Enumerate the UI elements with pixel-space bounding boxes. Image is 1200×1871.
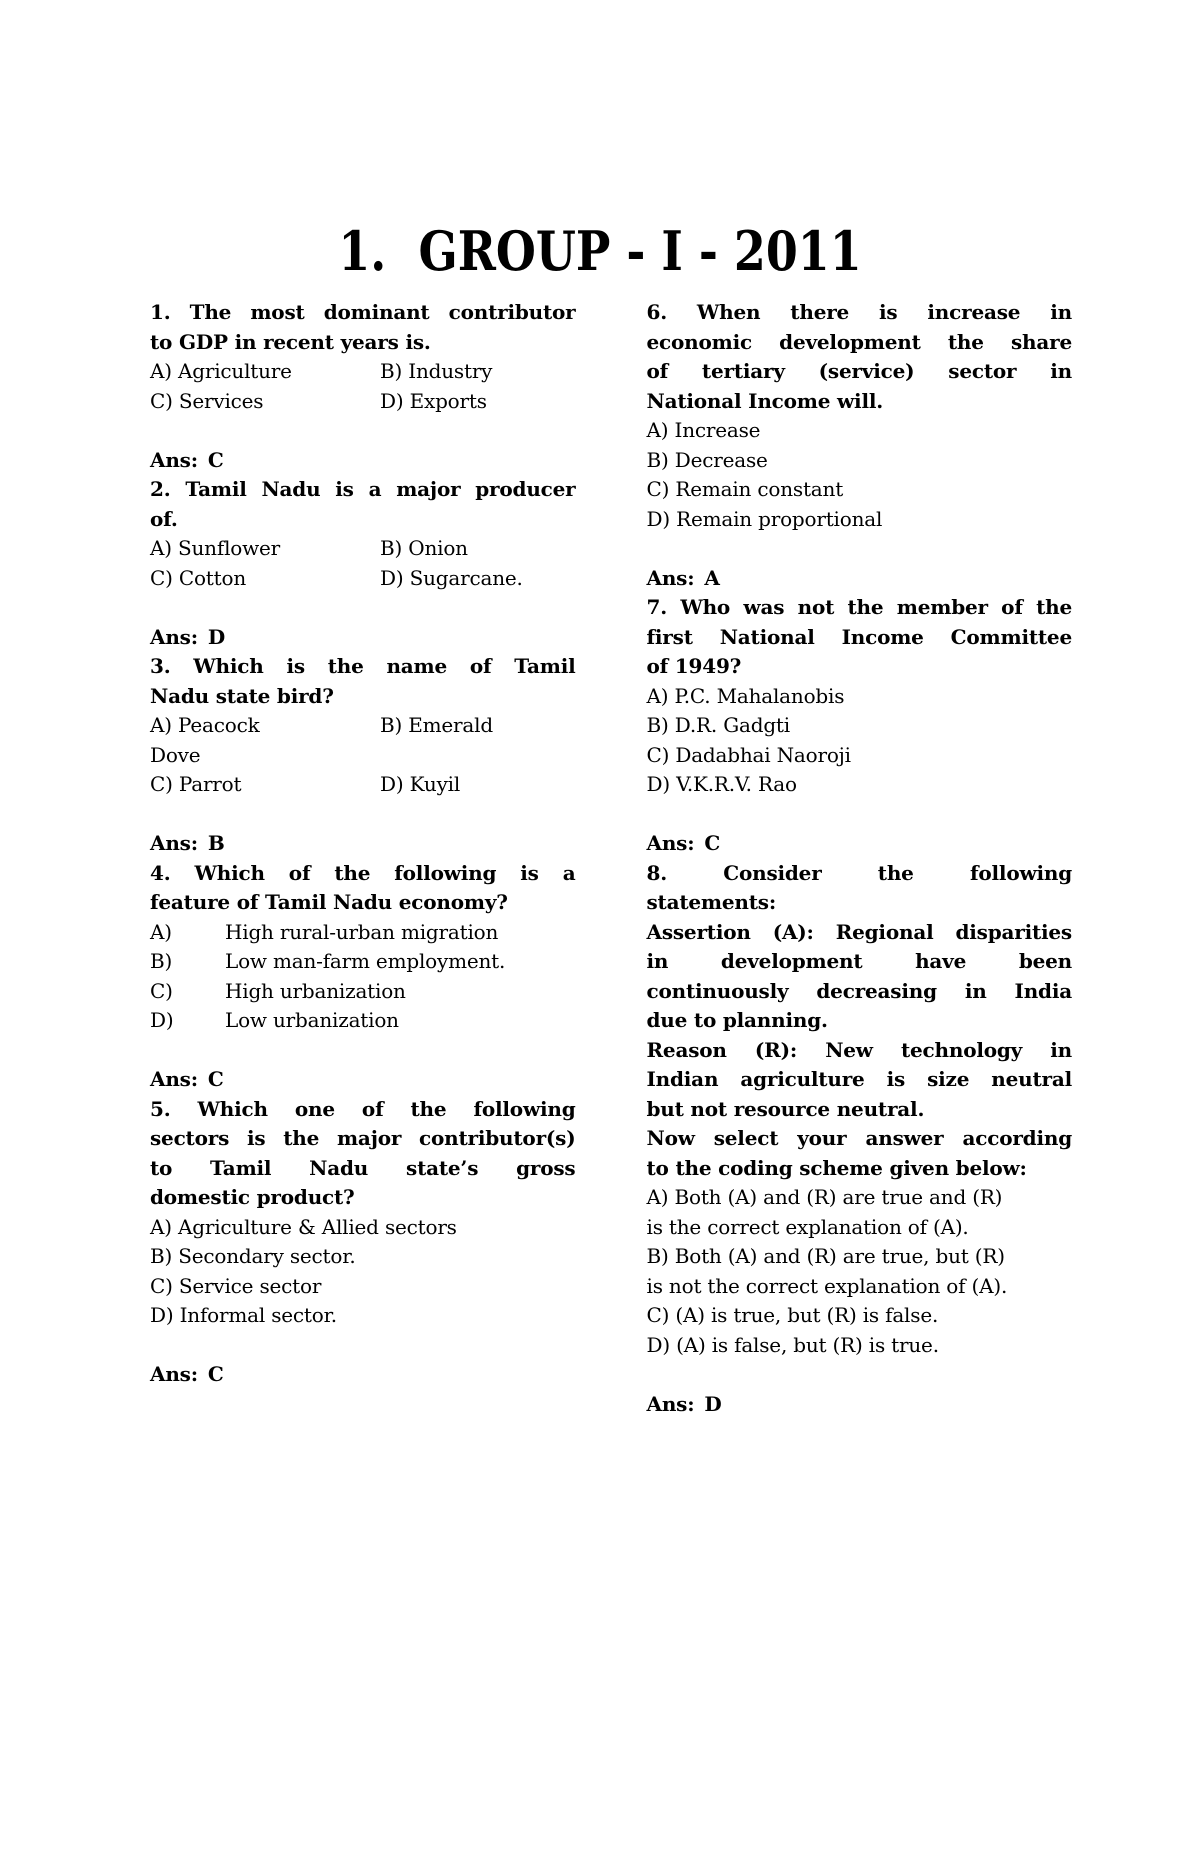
option-cell: A) Sunflower (150, 536, 281, 561)
question-block-3 (150, 652, 576, 859)
option-cell: D) Kuyil (380, 772, 461, 797)
option-cell: C) Parrot (150, 772, 242, 797)
question-text-line: 6. When there is increase in (646, 300, 1072, 325)
question-text-line: statements: (646, 890, 777, 915)
question-text-line: in development have been (646, 949, 1072, 974)
question-text-line: Nadu state bird? (150, 683, 334, 708)
question-text-line: 8. Consider the following (646, 860, 1072, 885)
answer-line (647, 564, 1073, 594)
question-text-line: domestic product? (150, 1185, 355, 1210)
option-row: D) V.K.R.V. Rao (646, 772, 797, 797)
option-cell: B) Onion (380, 536, 468, 561)
option-row (150, 770, 576, 800)
option-cell: Low urbanization (225, 1008, 399, 1033)
question-text-line: of tertiary (service) sector in (646, 359, 1072, 384)
option-row: A) Agriculture & Allied sectors (150, 1214, 457, 1239)
answer-line (150, 623, 576, 653)
questions-area (150, 298, 1072, 1419)
question-block-1 (150, 298, 576, 475)
option-cell: Low man-farm employment. (225, 949, 506, 974)
question-text-line: of. (150, 506, 178, 531)
option-row (150, 977, 576, 1007)
question-text-line: due to planning. (646, 1008, 828, 1033)
question-block-8 (647, 859, 1073, 1420)
question-block-7 (647, 593, 1073, 859)
option-row: C) Dadabhai Naoroji (646, 742, 851, 767)
answer-label: Ans: (150, 624, 198, 649)
answer-value: D (207, 624, 226, 649)
option-row: B) Both (A) and (R) are true, but (R) (646, 1244, 1005, 1269)
question-text-line: 3. Which is the name of Tamil (150, 654, 576, 679)
column-right (647, 298, 1073, 1419)
option-cell: C) Cotton (150, 565, 247, 590)
answer-value: D (704, 1391, 722, 1416)
answer-value: B (207, 831, 225, 856)
question-text-line: to the coding scheme given below: (646, 1155, 1027, 1180)
question-text-line: Indian agriculture is size neutral (646, 1067, 1072, 1092)
column-left (150, 298, 576, 1419)
answer-value: C (207, 447, 224, 472)
option-row: A) Both (A) and (R) are true and (R) (646, 1185, 1003, 1210)
title-text: GROUP - I - 2011 (418, 219, 862, 283)
option-cell: C) Services (150, 388, 264, 413)
option-cell: D) Sugarcane. (380, 565, 523, 590)
answer-line (150, 1065, 576, 1095)
option-row: is the correct explanation of (A). (646, 1214, 969, 1239)
option-row: B) Secondary sector. (150, 1244, 356, 1269)
option-row: A) P.C. Mahalanobis (646, 683, 845, 708)
option-cell: B) (150, 949, 173, 974)
option-cell: Dove (150, 742, 201, 767)
option-row: C) (A) is true, but (R) is false. (646, 1303, 939, 1328)
question-text-line: continuously decreasing in India (646, 978, 1072, 1003)
option-cell: D) (150, 1008, 174, 1033)
option-row: B) Decrease (646, 447, 768, 472)
answer-line (150, 446, 576, 476)
answer-value: C (207, 1362, 224, 1387)
question-block-6 (647, 298, 1073, 593)
option-cell: C) (150, 978, 173, 1003)
answer-value: C (207, 1067, 224, 1092)
question-block-5 (150, 1095, 576, 1390)
option-cell: A) (150, 919, 172, 944)
option-row (150, 564, 576, 594)
option-cell: A) Agriculture (150, 359, 292, 384)
option-row: B) D.R. Gadgti (646, 713, 790, 738)
question-text-line: 1. The most dominant contributor (150, 300, 576, 325)
answer-label: Ans: (646, 831, 695, 856)
option-cell (380, 741, 576, 771)
option-row (150, 1006, 576, 1036)
question-text-line: Now select your answer according (646, 1126, 1072, 1151)
answer-label: Ans: (150, 1067, 198, 1092)
answer-line (647, 829, 1073, 859)
answer-line (150, 829, 576, 859)
option-cell: B) Emerald (380, 713, 493, 738)
option-row: C) Remain constant (646, 477, 844, 502)
question-text-line: first National Income Committee (646, 624, 1072, 649)
question-text-line: feature of Tamil Nadu economy? (150, 890, 508, 915)
option-row: D) Remain proportional (646, 506, 883, 531)
question-text-line: to Tamil Nadu state’s gross (150, 1155, 576, 1180)
option-row (150, 741, 576, 771)
title-number: 1. (338, 219, 387, 283)
question-text-line: 2. Tamil Nadu is a major producer (150, 477, 576, 502)
question-text-line: 5. Which one of the following (150, 1096, 576, 1121)
option-cell: B) Industry (380, 359, 493, 384)
option-row: D) (A) is false, but (R) is true. (646, 1332, 939, 1357)
option-row: A) Increase (646, 418, 761, 443)
option-row (150, 357, 576, 387)
question-text-line: 7. Who was not the member of the (646, 595, 1072, 620)
option-row: C) Service sector (150, 1273, 322, 1298)
answer-label: Ans: (150, 1362, 198, 1387)
option-row (150, 387, 576, 417)
option-row: is not the correct explanation of (A). (646, 1273, 1008, 1298)
question-text-line: to GDP in recent years is. (150, 329, 431, 354)
question-text-line: Reason (R): New technology in (646, 1037, 1072, 1062)
question-text-line: of 1949? (646, 654, 742, 679)
option-cell: High rural-urban migration (225, 919, 499, 944)
option-cell: A) Peacock (150, 713, 260, 738)
answer-label: Ans: (646, 1391, 695, 1416)
answer-value: A (704, 565, 720, 590)
answer-label: Ans: (150, 831, 198, 856)
option-cell: D) Exports (380, 388, 487, 413)
question-text-line: Assertion (A): Regional disparities (646, 919, 1072, 944)
question-block-4 (150, 859, 576, 1095)
answer-line (150, 1360, 576, 1390)
question-text-line: sectors is the major contributor(s) (150, 1126, 576, 1151)
option-row (150, 711, 576, 741)
option-row: D) Informal sector. (150, 1303, 337, 1328)
question-block-2 (150, 475, 576, 652)
question-text-line: but not resource neutral. (646, 1096, 925, 1121)
question-text-line: economic development the share (646, 329, 1072, 354)
question-text-line: National Income will. (646, 388, 884, 413)
answer-value: C (704, 831, 721, 856)
answer-label: Ans: (646, 565, 695, 590)
option-row (150, 947, 576, 977)
option-row (150, 534, 576, 564)
option-cell: High urbanization (225, 978, 406, 1003)
page-title (90, 220, 1110, 282)
question-text-line: 4. Which of the following is a (150, 860, 576, 885)
option-row (150, 918, 576, 948)
answer-line (647, 1390, 1073, 1420)
answer-label: Ans: (150, 447, 198, 472)
